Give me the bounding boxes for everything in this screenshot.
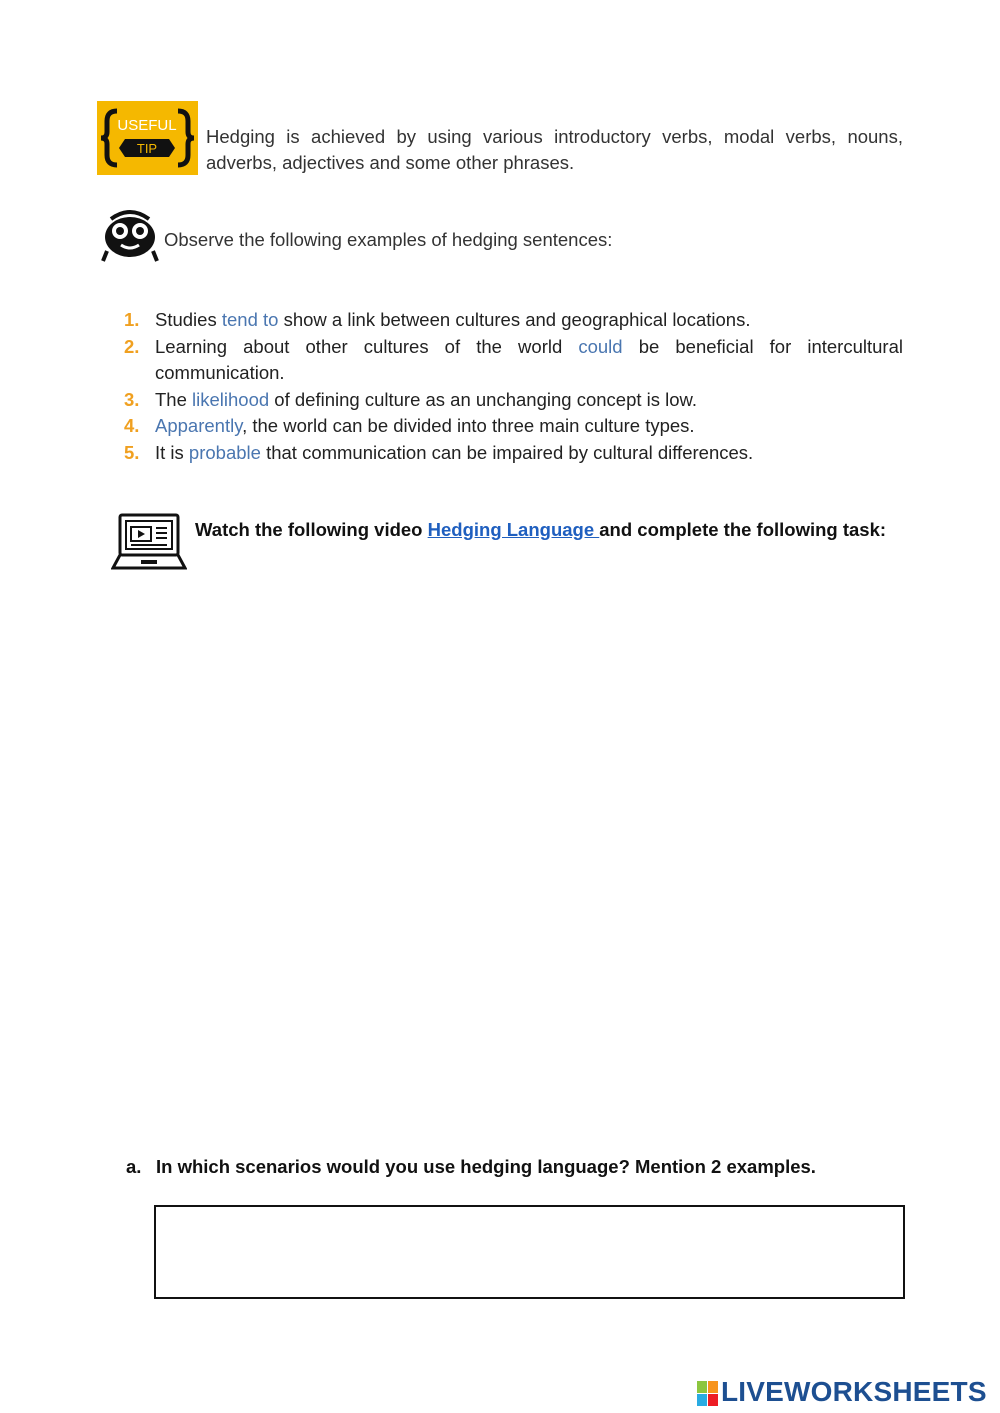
list-number: 2. xyxy=(124,335,140,357)
laptop-video-icon xyxy=(111,512,187,572)
list-number: 4. xyxy=(124,415,140,436)
binoculars-character-icon xyxy=(101,207,159,263)
svg-text:TIP: TIP xyxy=(136,141,158,156)
tip-text: Hedging is achieved by using various introductory verbs, modal verbs, nouns, adverbs, adjectives and some other phrases. xyxy=(206,126,903,173)
hedging-language-link[interactable]: Hedging Language xyxy=(427,519,600,540)
hedge-word: probable xyxy=(188,441,261,463)
list-item: 1. Studies tend to show a link between cultures and geographical locations. xyxy=(124,307,903,334)
hedge-word: tend to xyxy=(221,309,279,330)
examples-list xyxy=(124,307,903,466)
liveworksheets-logo-icon xyxy=(697,1381,719,1407)
list-item: 3. The likelihood of defining culture as an unchanging concept is low. xyxy=(124,387,903,414)
hedge-word: Apparently xyxy=(155,415,243,436)
list-number: 3. xyxy=(124,388,140,410)
video-instruction: Watch the following video Hedging Language and complete the following task: xyxy=(195,519,887,540)
liveworksheets-logo xyxy=(697,1378,993,1408)
answer-input-box[interactable] xyxy=(154,1205,905,1299)
list-item: 4. Apparently, the world can be divided into three main culture types. xyxy=(124,413,903,440)
useful-tip-icon xyxy=(97,101,198,175)
question-text: In which scenarios would you use hedging language? Mention 2 examples. xyxy=(156,1156,816,1177)
observe-instruction: Observe the following examples of hedging sentences: xyxy=(164,229,613,250)
list-number: 5. xyxy=(124,441,140,463)
list-number: 1. xyxy=(124,309,140,330)
hedge-word: likelihood xyxy=(192,388,270,410)
useful-tip-badge xyxy=(97,101,198,175)
liveworksheets-logo-text: LIVEWORKSHEETS xyxy=(721,1376,987,1407)
list-item: 2. Learning about other cultures of the world could be beneficial for intercultural communication. xyxy=(124,335,903,383)
hedge-word: could xyxy=(578,335,623,357)
list-item: 5. It is probable that communication can be impaired by cultural differences. xyxy=(124,440,903,467)
svg-text:USEFUL: USEFUL xyxy=(117,117,177,134)
question-letter: a. xyxy=(126,1156,142,1177)
